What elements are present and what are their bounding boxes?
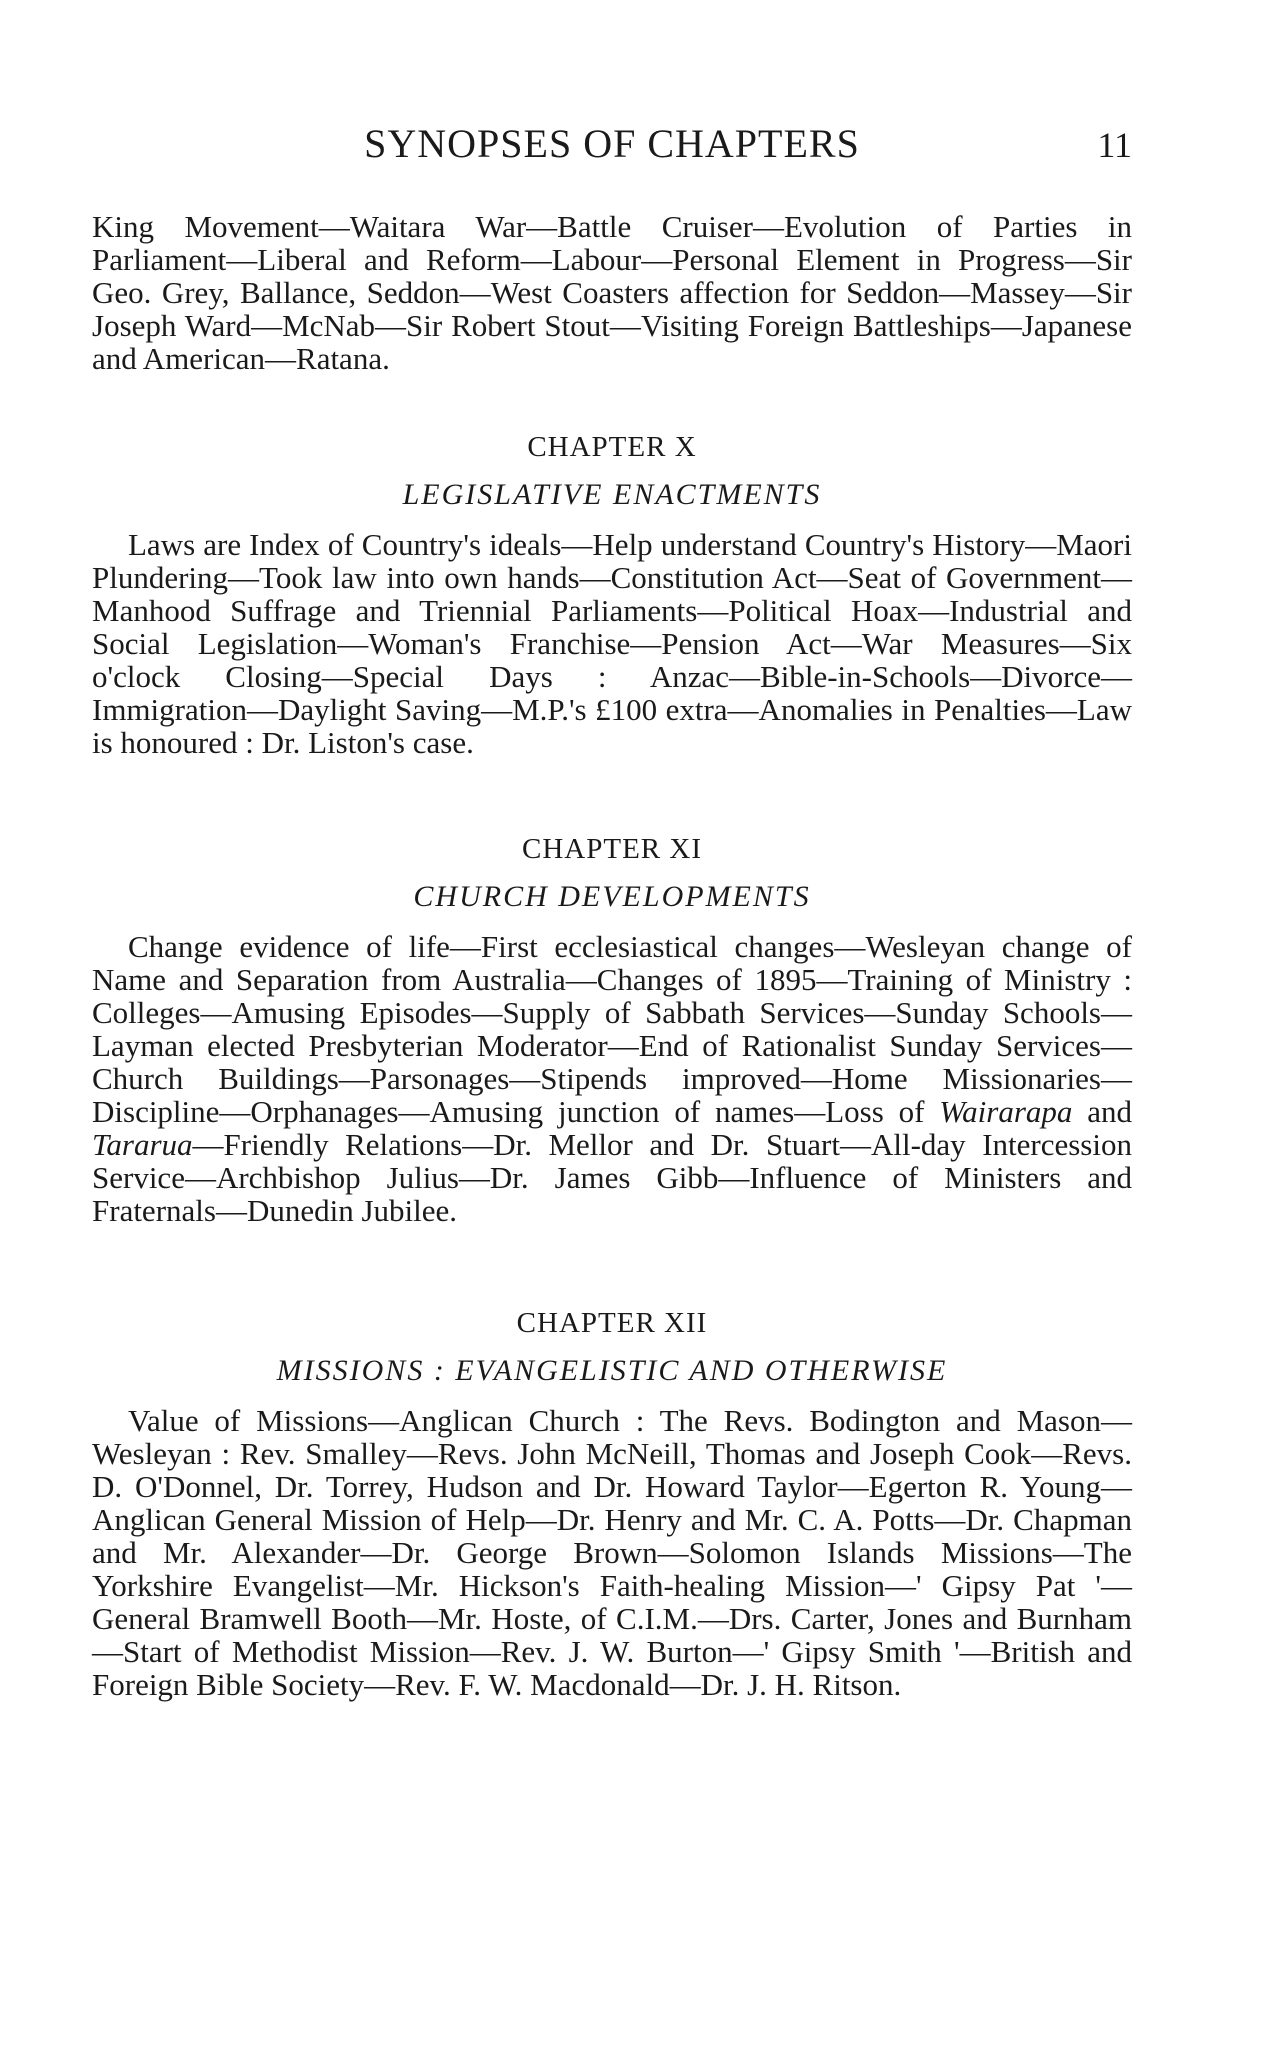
chapter-x-section bbox=[92, 431, 1132, 759]
chapter-synopsis bbox=[92, 930, 1132, 1227]
chapter-subtitle: LEGISLATIVE ENACTMENTS bbox=[402, 478, 822, 511]
book-page bbox=[92, 120, 1132, 1701]
chapter-synopsis: Value of Missions—Anglican Church : The Revs. Bodington and Mason—Wesleyan : Rev. Smalley—Revs. John McNeill, Thomas and Joseph Cook—Revs. D. O'Donnel, Dr. Torrey, Hudson and Dr. Howard Taylor—Egerton R. Young—Anglican General Mission of Help—Dr. Henry and Mr. C. A. Potts—Dr. Chapman and Mr. Alexander—Dr. George Brown—Solomon Islands Missions—The Yorkshire Evangelist—Mr. Hickson's Faith-healing Mission—' Gipsy Pat '—General Bramwell Booth—Mr. Hoste, of C.I.M.—Drs. Carter, Jones and Burnham—Start of Methodist Mission—Rev. J. W. Burton—' Gipsy Smith '—British and Foreign Bible Society—Rev. F. W. Macdonald—Dr. J. H. Ritson. bbox=[92, 1403, 1132, 1702]
chapter-heading: CHAPTER XI bbox=[522, 833, 702, 865]
chapter-subtitle: MISSIONS : EVANGELISTIC AND OTHERWISE bbox=[276, 1354, 948, 1387]
synopsis-text: and bbox=[1072, 1094, 1132, 1129]
chapter-subtitle: CHURCH DEVELOPMENTS bbox=[413, 880, 811, 913]
ship-name: Tararua bbox=[92, 1127, 193, 1162]
synopsis-text: Change evidence of life—First ecclesiastical changes—Wesleyan change of Name and Separation from Australia—Changes of 1895—Training of Ministry : Colleges—Amusing Episodes—Supply of Sabbath Services—Sunday Schools—Layman elected Presbyterian Moderator—End of Rationalist Sunday Services—Church Buildings—Parsonages—Stipends improved—Home Missionaries—Discipline—Orphanages—Amusing junction of names—Loss of bbox=[92, 929, 1132, 1129]
chapter-xi-section bbox=[92, 833, 1132, 1227]
running-title: SYNOPSES OF CHAPTERS bbox=[364, 121, 860, 166]
ship-name: Wairarapa bbox=[939, 1094, 1073, 1129]
chapter-synopsis: Laws are Index of Country's ideals—Help understand Country's History—Maori Plundering—Took law into own hands—Constitution Act—Seat of Government—Manhood Suffrage and Triennial Parliaments—Political Hoax—Industrial and Social Legislation—Woman's Franchise—Pension Act—War Measures—Six o'clock Closing—Special Days : Anzac—Bible-in-Schools—Divorce—Immigration—Daylight Saving—M.P.'s £100 extra—Anomalies in Penalties—Law is honoured : Dr. Liston's case. bbox=[92, 527, 1132, 760]
running-head bbox=[92, 120, 1132, 180]
continued-synopsis: King Movement—Waitara War—Battle Cruiser—Evolution of Parties in Parliament—Liberal and Reform—Labour—Personal Element in Progress—Sir Geo. Grey, Ballance, Seddon—West Coasters affection for Seddon—Massey—Sir Joseph Ward—McNab—Sir Robert Stout—Visiting Foreign Battleships—Japanese and American—Ratana. bbox=[92, 209, 1132, 376]
chapter-xii-section bbox=[92, 1307, 1132, 1701]
page-number: 11 bbox=[1097, 125, 1132, 165]
synopsis-text: —Friendly Relations—Dr. Mellor and Dr. Stuart—All-day Intercession Service—Archbishop Julius—Dr. James Gibb—Influence of Ministers and Fraternals—Dunedin Jubilee. bbox=[92, 1127, 1132, 1228]
chapter-heading: CHAPTER X bbox=[527, 431, 697, 463]
chapter-heading: CHAPTER XII bbox=[516, 1307, 708, 1339]
